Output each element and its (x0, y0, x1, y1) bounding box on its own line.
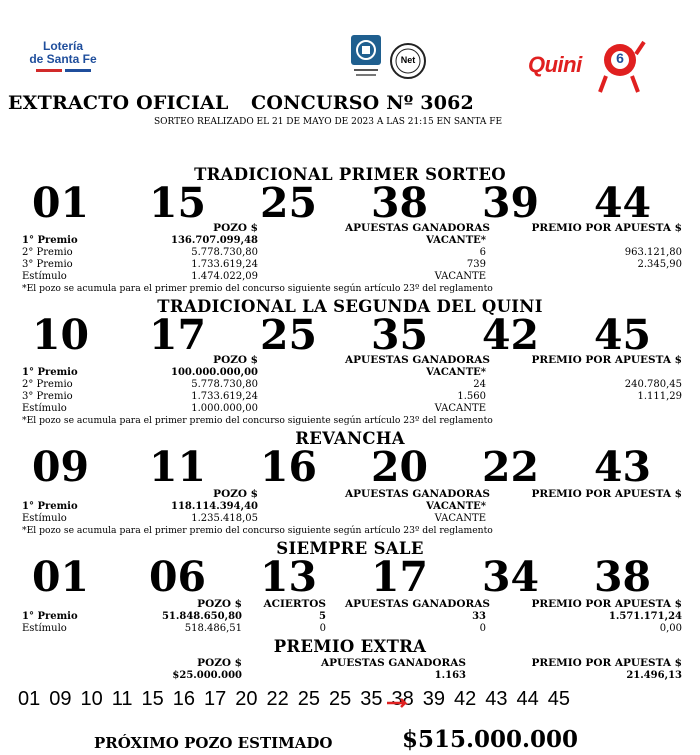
extra-numbers (18, 688, 688, 712)
prize-premio: 1.571.171,24 (608, 611, 682, 622)
quini-mascot-icon (594, 36, 646, 96)
prize-pozo: 518.486,51 (184, 623, 242, 634)
extra-premio: 21.496,13 (626, 670, 682, 681)
section-title-siempre-sale: SIEMPRE SALE (276, 539, 424, 558)
loteria-logo-line1: Lotería (42, 39, 83, 53)
extra-number: 22 (266, 688, 289, 710)
extra-pozo: $25.000.000 (172, 670, 242, 681)
badge-logo (389, 42, 427, 80)
prize-apuestas: VACANTE (434, 403, 486, 414)
prize-apuestas: 33 (472, 611, 486, 622)
prize-apuestas: VACANTE* (426, 235, 486, 246)
drawn-number: 01 (32, 553, 90, 601)
numbers-segunda (0, 311, 700, 359)
prize-premio: 1.111,29 (637, 391, 682, 402)
extra-number: 45 (547, 688, 571, 710)
drawn-number: 25 (260, 311, 318, 359)
prize-apuestas: 739 (466, 259, 486, 270)
drawn-number: 25 (260, 179, 318, 227)
col-header-pozo: POZO $ (213, 354, 258, 366)
extra-number: 16 (172, 688, 196, 710)
prize-pozo: 5.778.730,80 (191, 379, 258, 390)
col-header-pozo: POZO $ (213, 488, 258, 500)
prize-label: Estímulo (22, 271, 67, 282)
page-subtitle: SORTEO REALIZADO EL 21 DE MAYO DE 2023 A LAS 21:15 EN SANTA FE (154, 117, 503, 127)
prize-label: 1° Premio (22, 611, 78, 622)
drawn-number: 20 (371, 443, 429, 491)
prize-label: Estímulo (22, 513, 67, 524)
prize-aciertos: 5 (319, 611, 326, 622)
prize-pozo: 5.778.730,80 (191, 247, 258, 258)
extra-number: 17 (204, 688, 227, 710)
col-header-premio: PREMIO POR APUESTA $ (531, 488, 682, 500)
col-header-premio: PREMIO POR APUESTA $ (531, 354, 682, 366)
red-mark-icon (385, 698, 411, 708)
drawn-number: 06 (149, 553, 207, 601)
prize-label: 2° Premio (22, 379, 73, 390)
drawn-number: 17 (371, 553, 429, 601)
prize-apuestas: 24 (473, 379, 486, 390)
col-header-premio: PREMIO POR APUESTA $ (531, 222, 682, 234)
prize-apuestas: VACANTE* (426, 501, 486, 512)
drawn-number: 17 (149, 311, 207, 359)
prize-pozo: 51.848.650,80 (161, 611, 242, 622)
drawn-number: 34 (482, 553, 540, 601)
pozo-note: *El pozo se acumula para el primer premio del concurso siguiente según artículo 23º del reglamento (22, 525, 493, 536)
col-header-aciertos: ACIERTOS (263, 598, 326, 610)
prize-label: Estímulo (22, 403, 67, 414)
drawn-number: 38 (371, 179, 429, 227)
extra-number: 15 (141, 688, 164, 710)
drawn-number: 09 (32, 443, 90, 491)
quini6-logo (528, 36, 646, 96)
drawn-number: 11 (149, 443, 207, 491)
prize-apuestas: VACANTE (434, 271, 486, 282)
prize-apuestas: VACANTE* (426, 367, 486, 378)
extra-number: 01 (18, 688, 41, 710)
extra-number: 44 (516, 688, 539, 710)
drawn-number: 16 (260, 443, 318, 491)
pozo-note: *El pozo se acumula para el primer premio del concurso siguiente según artículo 23º del reglamento (22, 415, 493, 426)
prize-label: 2° Premio (22, 247, 73, 258)
extra-number: 09 (49, 688, 72, 710)
col-header-apuestas: APUESTAS GANADORAS (345, 222, 490, 234)
prize-pozo: 1.474.022,09 (191, 271, 258, 282)
col-header-pozo: POZO $ (197, 657, 242, 669)
section-title-premio-extra: PREMIO EXTRA (273, 637, 427, 656)
extra-number: 25 (329, 688, 352, 710)
drawn-number: 35 (371, 311, 429, 359)
prize-pozo: 118.114.394,40 (171, 501, 258, 512)
drawn-number: 45 (594, 311, 652, 359)
prize-pozo: 100.000.000,00 (171, 367, 258, 378)
drawn-number: 10 (32, 311, 90, 359)
extra-number: 35 (360, 688, 383, 710)
drawn-number: 39 (482, 179, 540, 227)
col-header-apuestas: APUESTAS GANADORAS (345, 354, 490, 366)
col-header-pozo: POZO $ (197, 598, 242, 610)
quini-logo-text: Quini (528, 52, 582, 77)
drawn-number: 43 (594, 443, 652, 491)
numbers-siempre-sale (0, 553, 700, 601)
section-title-segunda: TRADICIONAL LA SEGUNDA DEL QUINI (157, 297, 543, 316)
extra-number: 10 (80, 688, 103, 710)
gobierno-shield-logo (350, 34, 382, 80)
shield-icon (350, 34, 382, 80)
loteria-logo-line2: de Santa Fe (29, 52, 97, 66)
prize-pozo: 1.000.000,00 (191, 403, 258, 414)
prize-label: 1° Premio (22, 501, 78, 512)
drawn-number: 13 (260, 553, 318, 601)
extra-apuestas: 1.163 (434, 670, 466, 681)
proximo-pozo-label: PRÓXIMO POZO ESTIMADO (94, 734, 333, 752)
prize-pozo: 1.235.418,05 (191, 513, 258, 524)
prize-apuestas: 1.560 (457, 391, 486, 402)
loteria-santa-fe-logo (22, 40, 104, 80)
prize-apuestas: 0 (479, 623, 486, 634)
prize-premio: 2.345,90 (637, 259, 682, 270)
extra-number: 42 (454, 688, 477, 710)
prize-premio: 0,00 (659, 623, 682, 634)
extra-number: 38 (391, 688, 414, 710)
section-title-tradicional: TRADICIONAL PRIMER SORTEO (194, 165, 506, 184)
drawn-number: 44 (594, 179, 652, 227)
col-header-apuestas: APUESTAS GANADORAS (321, 657, 466, 669)
drawn-number: 42 (482, 311, 540, 359)
prize-pozo: 136.707.099,48 (171, 235, 258, 246)
extra-number: 43 (485, 688, 508, 710)
prize-label: 3° Premio (22, 259, 73, 270)
col-header-premio: PREMIO POR APUESTA $ (531, 598, 682, 610)
extra-number: 39 (422, 688, 446, 710)
section-title-revancha: REVANCHA (295, 429, 405, 448)
proximo-pozo-amount: $515.000.000 (402, 726, 579, 753)
prize-apuestas: 6 (479, 247, 486, 258)
page-title-extracto: EXTRACTO OFICIAL (8, 92, 229, 114)
col-header-apuestas: APUESTAS GANADORAS (345, 598, 490, 610)
prize-pozo: 1.733.619,24 (191, 391, 258, 402)
loteria-logo-stripe (22, 69, 104, 72)
prize-pozo: 1.733.619,24 (191, 259, 258, 270)
prize-apuestas: VACANTE (434, 513, 486, 524)
extra-number: 20 (235, 688, 258, 710)
prize-label: 1° Premio (22, 235, 78, 246)
col-header-pozo: POZO $ (213, 222, 258, 234)
quini-six: 6 (616, 50, 624, 66)
prize-label: 3° Premio (22, 391, 73, 402)
drawn-number: 38 (594, 553, 652, 601)
numbers-tradicional (0, 179, 700, 227)
drawn-number: 01 (32, 179, 90, 227)
col-header-premio: PREMIO POR APUESTA $ (531, 657, 682, 669)
page-title-concurso: CONCURSO Nº 3062 (251, 92, 474, 114)
prize-label: Estímulo (22, 623, 67, 634)
badge-text: Net (400, 55, 416, 65)
extra-number: 25 (297, 688, 321, 710)
prize-aciertos: 0 (319, 623, 326, 634)
prize-label: 1° Premio (22, 367, 78, 378)
col-header-apuestas: APUESTAS GANADORAS (345, 488, 490, 500)
prize-premio: 963.121,80 (624, 247, 682, 258)
drawn-number: 22 (482, 443, 540, 491)
prize-premio: 240.780,45 (624, 379, 682, 390)
pozo-note: *El pozo se acumula para el primer premio del concurso siguiente según artículo 23º del reglamento (22, 283, 493, 294)
extra-number: 11 (111, 688, 133, 710)
numbers-revancha (0, 443, 700, 491)
drawn-number: 15 (149, 179, 207, 227)
